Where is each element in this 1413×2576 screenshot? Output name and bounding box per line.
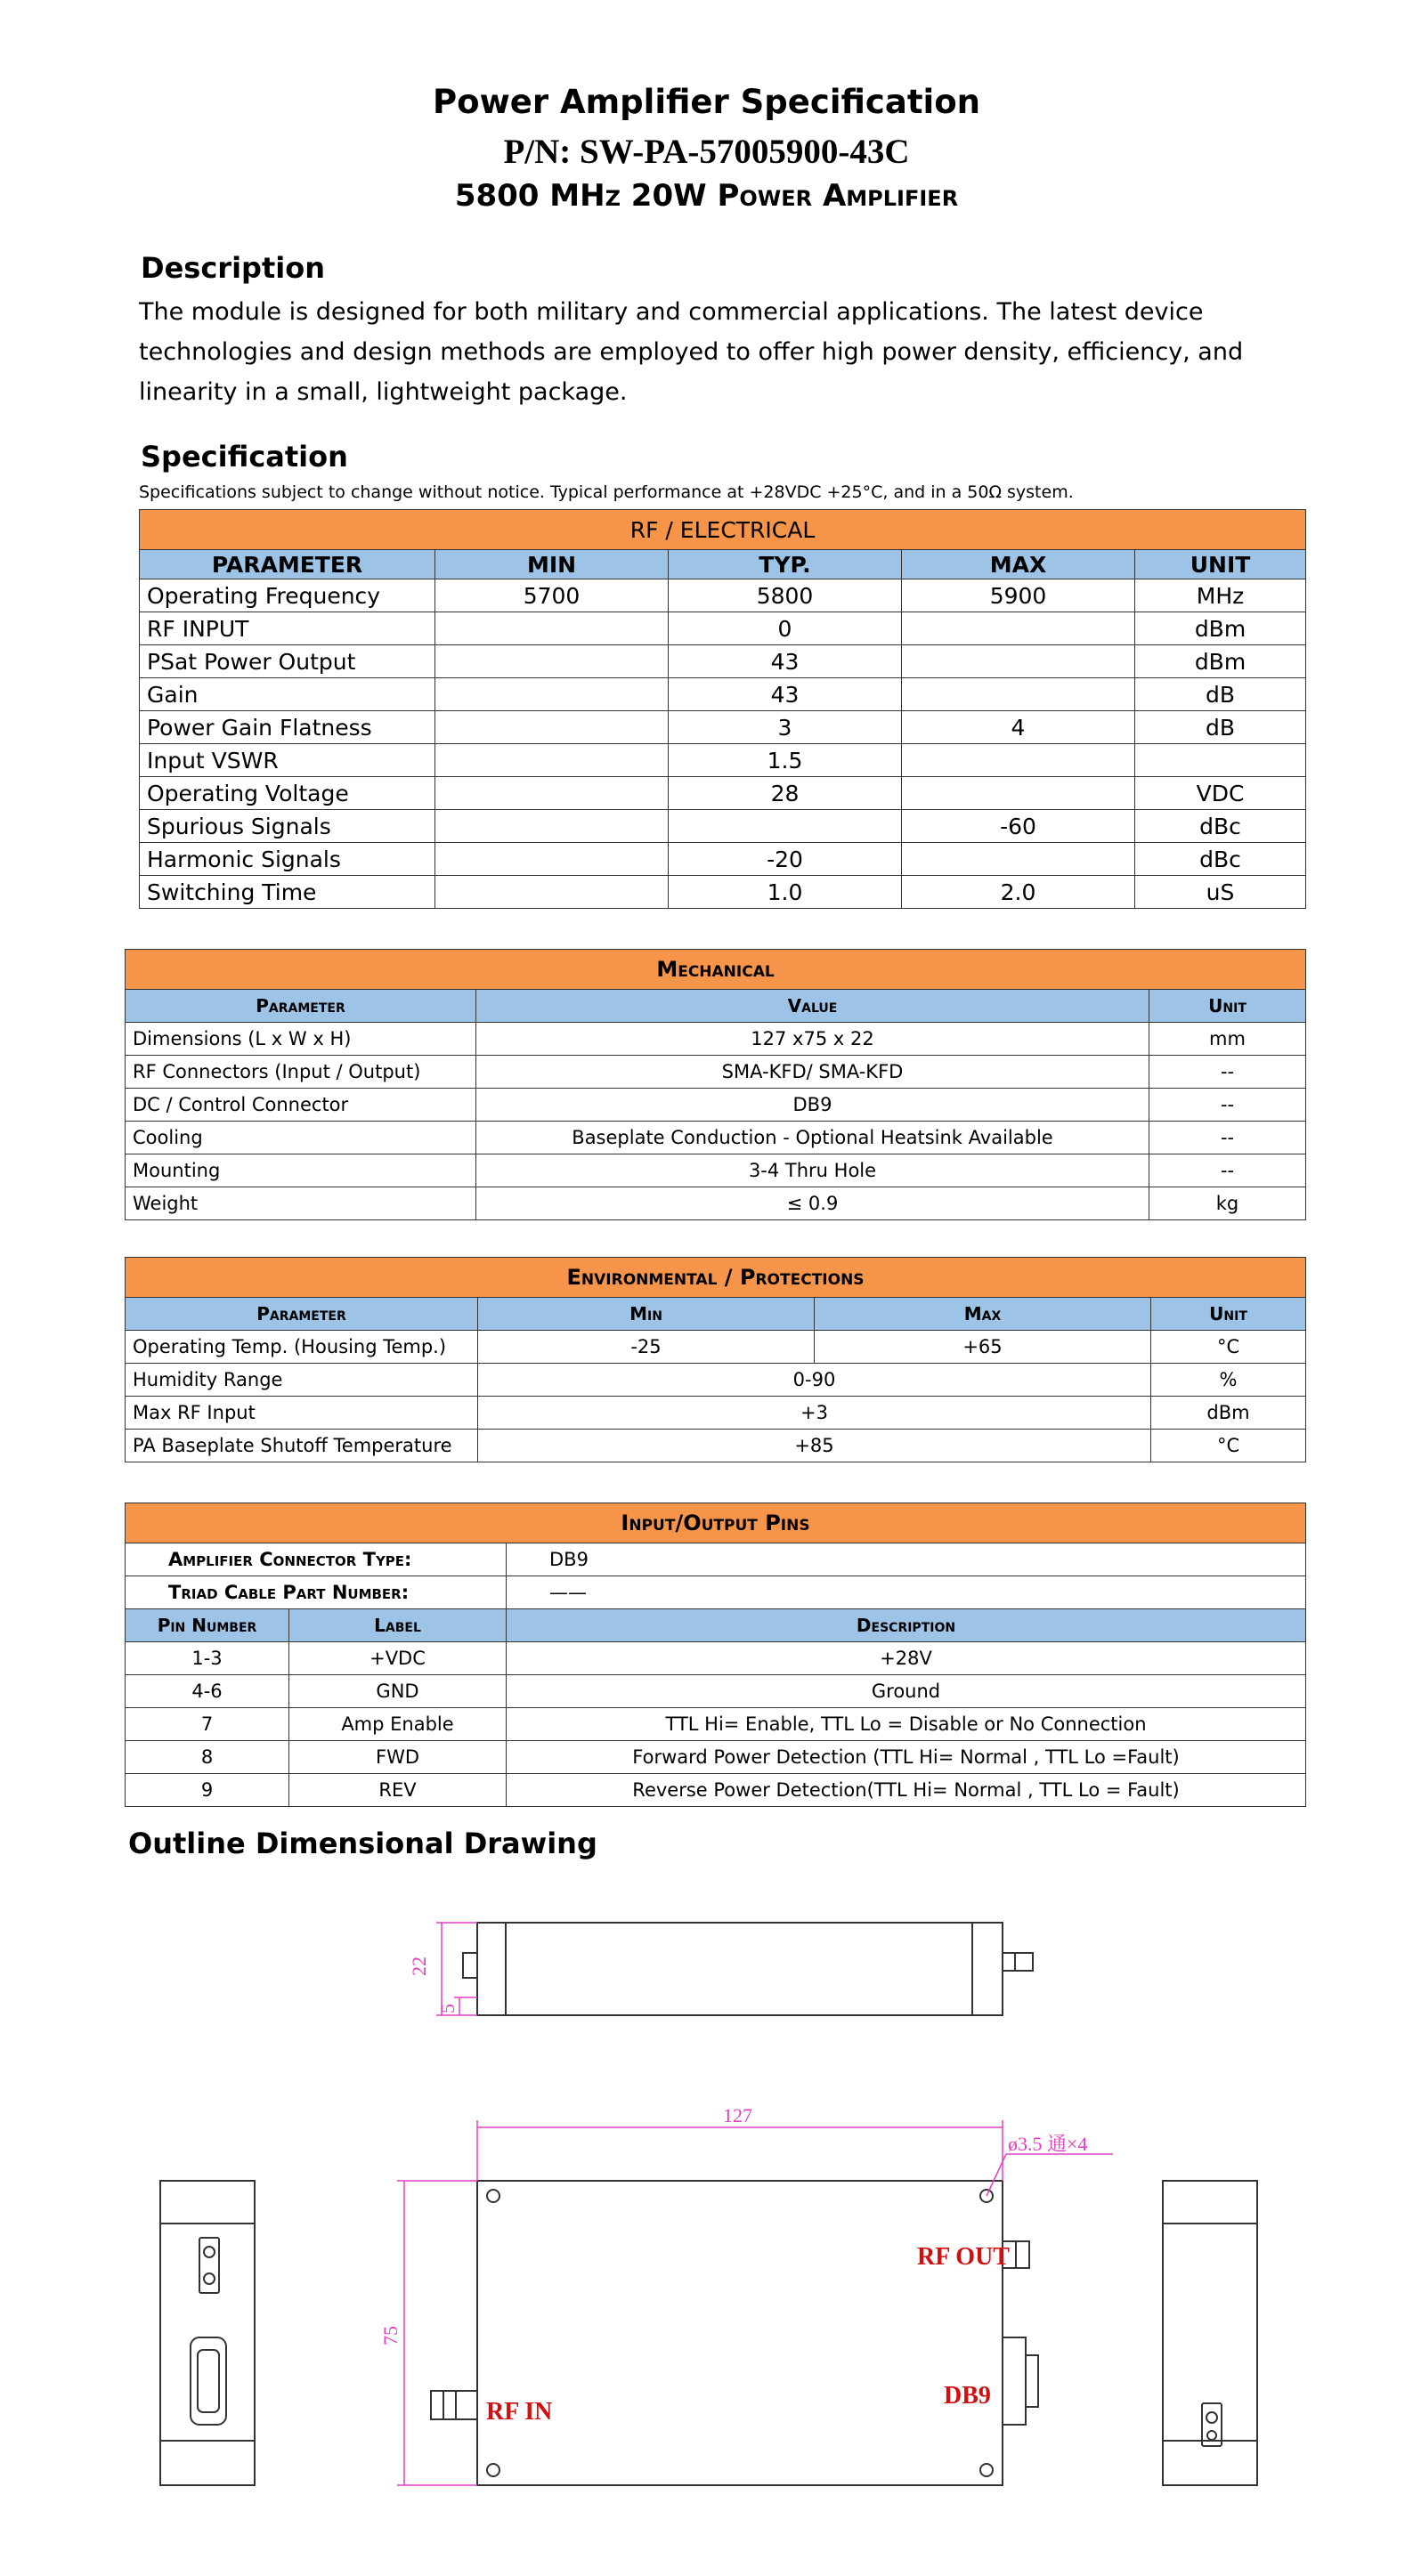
pin-description-cell: Reverse Power Detection(TTL Hi= Normal , TTL Lo = Fault) [507, 1774, 1306, 1807]
typ-cell: 43 [669, 645, 902, 678]
unit-cell: dBc [1135, 843, 1306, 876]
table-row [126, 1642, 1306, 1675]
rf-in-label: RF IN [486, 2398, 553, 2426]
table-row [126, 1154, 1306, 1187]
typ-cell: 28 [669, 777, 902, 810]
pin-number-cell: 7 [126, 1708, 289, 1741]
drawing-heading: Outline Dimensional Drawing [128, 1827, 597, 1860]
hole-note-label: ø3.5 通×4 [1008, 2133, 1088, 2155]
unit-cell: dB [1135, 711, 1306, 744]
column-header: UNIT [1135, 550, 1306, 579]
side-view-body [477, 1923, 1003, 2015]
table-row [140, 579, 1306, 612]
value-cell: 0-90 [478, 1364, 1151, 1397]
pin-label-cell: GND [289, 1675, 507, 1708]
dim-base-label: 5 [436, 2004, 459, 2013]
min-cell [435, 777, 669, 810]
typ-cell: 1.0 [669, 876, 902, 909]
table-row [140, 810, 1306, 843]
pin-number-cell: 8 [126, 1741, 289, 1774]
unit-cell [1135, 744, 1306, 777]
max-cell [902, 744, 1135, 777]
unit-cell: dBm [1135, 645, 1306, 678]
min-cell: -25 [478, 1331, 815, 1364]
unit-cell: -- [1149, 1089, 1306, 1122]
max-cell [902, 777, 1135, 810]
io-pins-table [125, 1503, 1306, 1807]
typ-cell [669, 810, 902, 843]
db9-connector-top-view [1003, 2337, 1026, 2425]
unit-cell: dBm [1151, 1397, 1306, 1430]
mechanical-table-title: Mechanical [126, 950, 1306, 990]
table-row [126, 1023, 1306, 1056]
left-end-view [160, 2181, 255, 2485]
rf-table-title: RF / ELECTRICAL [140, 510, 1306, 550]
param-cell: Dimensions (L x W x H) [126, 1023, 476, 1056]
min-cell [435, 678, 669, 711]
param-cell: Gain [140, 678, 435, 711]
pin-description-cell: Ground [507, 1675, 1306, 1708]
table-row [126, 1089, 1306, 1122]
column-header: Min [478, 1298, 815, 1331]
min-cell [435, 843, 669, 876]
min-cell [435, 645, 669, 678]
param-cell: DC / Control Connector [126, 1089, 476, 1122]
typ-cell: 3 [669, 711, 902, 744]
unit-cell: % [1151, 1364, 1306, 1397]
connector-type-value: DB9 [507, 1543, 1306, 1576]
max-cell [902, 645, 1135, 678]
column-header: Value [476, 990, 1149, 1023]
table-row [126, 1331, 1306, 1364]
part-number: P/N: SW-PA-57005900-43C [503, 133, 910, 171]
max-cell: 2.0 [902, 876, 1135, 909]
unit-cell: mm [1149, 1023, 1306, 1056]
value-cell: +3 [478, 1397, 1151, 1430]
description-text: The module is designed for both military and commercial applications. The latest device technologies and design methods are employed to offer high power density, efficiency, and linearity in a small, lightweight package. [139, 298, 1244, 406]
io-table-title: Input/Output Pins [126, 1503, 1306, 1543]
min-cell [435, 711, 669, 744]
value-cell: Baseplate Conduction - Optional Heatsink Available [476, 1122, 1149, 1154]
product-subtitle: 5800 MHz 20W Power Amplifier [454, 178, 959, 214]
column-header: Parameter [126, 990, 476, 1023]
param-cell: Spurious Signals [140, 810, 435, 843]
unit-cell: MHz [1135, 579, 1306, 612]
value-cell: +85 [478, 1430, 1151, 1462]
unit-cell: kg [1149, 1187, 1306, 1220]
max-cell: +65 [815, 1331, 1151, 1364]
table-row [140, 876, 1306, 909]
specification-note: Specifications subject to change without notice. Typical performance at +28VDC +25°C, and in a 50Ω system. [139, 482, 1074, 502]
param-cell: Operating Voltage [140, 777, 435, 810]
pin-number-cell: 4-6 [126, 1675, 289, 1708]
max-cell [902, 612, 1135, 645]
description-heading: Description [141, 251, 325, 285]
pin-label-cell: REV [289, 1774, 507, 1807]
column-header: Unit [1151, 1298, 1306, 1331]
min-cell: 5700 [435, 579, 669, 612]
column-header: MAX [902, 550, 1135, 579]
typ-cell: 0 [669, 612, 902, 645]
table-row [126, 1187, 1306, 1220]
environmental-table-title: Environmental / Protections [126, 1258, 1306, 1298]
table-row [126, 1122, 1306, 1154]
dim-height-label: 22 [408, 1956, 430, 1976]
rf-out-label: RF OUT [917, 2243, 1010, 2271]
table-row [140, 612, 1306, 645]
cable-part-value: —— [507, 1576, 1306, 1609]
dim-length-label: 127 [723, 2104, 752, 2126]
pin-label-cell: +VDC [289, 1642, 507, 1675]
page-title: Power Amplifier Specification [433, 83, 980, 121]
column-header: Pin Number [126, 1609, 289, 1642]
pin-label-cell: Amp Enable [289, 1708, 507, 1741]
table-row [140, 777, 1306, 810]
unit-cell: °C [1151, 1331, 1306, 1364]
min-cell [435, 876, 669, 909]
column-header: MIN [435, 550, 669, 579]
table-row [126, 1741, 1306, 1774]
value-cell: DB9 [476, 1089, 1149, 1122]
db9-label: DB9 [944, 2382, 991, 2410]
min-cell [435, 612, 669, 645]
pin-label-cell: FWD [289, 1741, 507, 1774]
top-view-body [477, 2181, 1003, 2485]
param-cell: Cooling [126, 1122, 476, 1154]
table-row [140, 645, 1306, 678]
param-cell: Power Gain Flatness [140, 711, 435, 744]
column-header: TYP. [669, 550, 902, 579]
pin-description-cell: TTL Hi= Enable, TTL Lo = Disable or No Connection [507, 1708, 1306, 1741]
typ-cell: 43 [669, 678, 902, 711]
param-cell: Input VSWR [140, 744, 435, 777]
max-cell [902, 678, 1135, 711]
param-cell: Switching Time [140, 876, 435, 909]
unit-cell: °C [1151, 1430, 1306, 1462]
column-header: Description [507, 1609, 1306, 1642]
mechanical-table [125, 949, 1306, 1220]
typ-cell: -20 [669, 843, 902, 876]
column-header: Label [289, 1609, 507, 1642]
side-view-right-connector [1003, 1953, 1033, 1971]
connector-type-label: Amplifier Connector Type: [126, 1543, 507, 1576]
pin-description-cell: Forward Power Detection (TTL Hi= Normal , TTL Lo =Fault) [507, 1741, 1306, 1774]
column-header: Parameter [126, 1298, 478, 1331]
typ-cell: 5800 [669, 579, 902, 612]
table-row [140, 843, 1306, 876]
value-cell: 127 x75 x 22 [476, 1023, 1149, 1056]
param-cell: Operating Frequency [140, 579, 435, 612]
pin-number-cell: 9 [126, 1774, 289, 1807]
column-header: Unit [1149, 990, 1306, 1023]
unit-cell: uS [1135, 876, 1306, 909]
unit-cell: dBc [1135, 810, 1306, 843]
pin-description-cell: +28V [507, 1642, 1306, 1675]
param-cell: Mounting [126, 1154, 476, 1187]
table-row [140, 744, 1306, 777]
dim-width-label: 75 [379, 2326, 402, 2345]
unit-cell: dBm [1135, 612, 1306, 645]
column-header: Max [815, 1298, 1151, 1331]
environmental-table [125, 1257, 1306, 1462]
param-cell: RF INPUT [140, 612, 435, 645]
side-view-left-connector [463, 1953, 477, 1978]
max-cell [902, 843, 1135, 876]
table-row [126, 1364, 1306, 1397]
value-cell: SMA-KFD/ SMA-KFD [476, 1056, 1149, 1089]
table-row [126, 1675, 1306, 1708]
table-row [126, 1430, 1306, 1462]
rf-in-connector [431, 2391, 477, 2419]
unit-cell: VDC [1135, 777, 1306, 810]
param-cell: Max RF Input [126, 1397, 478, 1430]
unit-cell: dB [1135, 678, 1306, 711]
max-cell: 5900 [902, 579, 1135, 612]
table-row [126, 1056, 1306, 1089]
column-header: PARAMETER [140, 550, 435, 579]
unit-cell: -- [1149, 1154, 1306, 1187]
unit-cell: -- [1149, 1122, 1306, 1154]
pin-number-cell: 1-3 [126, 1642, 289, 1675]
param-cell: Weight [126, 1187, 476, 1220]
typ-cell: 1.5 [669, 744, 902, 777]
cable-part-label: Triad Cable Part Number: [126, 1576, 507, 1609]
table-row [126, 1774, 1306, 1807]
value-cell: ≤ 0.9 [476, 1187, 1149, 1220]
table-row [126, 1397, 1306, 1430]
param-cell: Operating Temp. (Housing Temp.) [126, 1331, 478, 1364]
table-row [140, 678, 1306, 711]
table-row [126, 1708, 1306, 1741]
specification-heading: Specification [141, 440, 348, 474]
table-row [140, 711, 1306, 744]
outline-drawing [0, 1851, 1413, 2564]
max-cell: 4 [902, 711, 1135, 744]
min-cell [435, 810, 669, 843]
param-cell: Humidity Range [126, 1364, 478, 1397]
param-cell: Harmonic Signals [140, 843, 435, 876]
max-cell: -60 [902, 810, 1135, 843]
param-cell: PSat Power Output [140, 645, 435, 678]
rf-electrical-table [139, 509, 1306, 909]
unit-cell: -- [1149, 1056, 1306, 1089]
param-cell: RF Connectors (Input / Output) [126, 1056, 476, 1089]
param-cell: PA Baseplate Shutoff Temperature [126, 1430, 478, 1462]
value-cell: 3-4 Thru Hole [476, 1154, 1149, 1187]
min-cell [435, 744, 669, 777]
